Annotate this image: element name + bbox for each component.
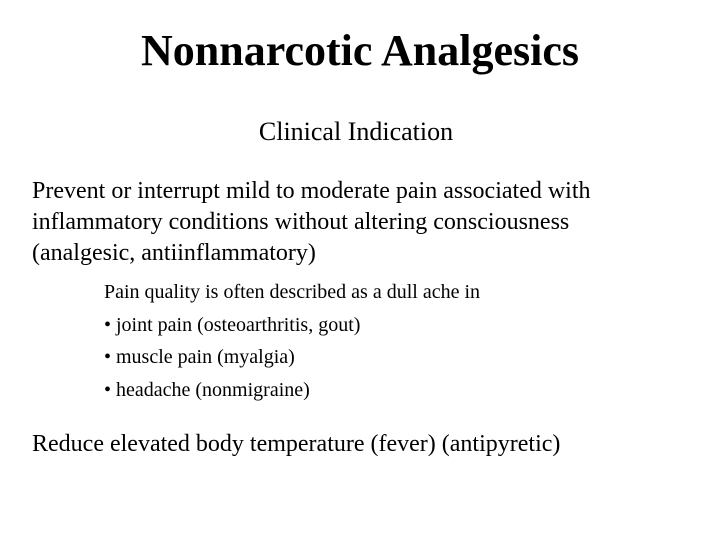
pain-quality-intro: Pain quality is often described as a dull ache in <box>104 281 481 303</box>
paragraph-line: inflammatory conditions without altering consciousness <box>32 209 570 235</box>
slide-subtitle: Clinical Indication <box>258 117 454 146</box>
paragraph-line: Prevent or interrupt mild to moderate pain associated with <box>32 178 591 204</box>
bullet-item-muscle-pain: • muscle pain (myalgia) <box>104 346 295 368</box>
paragraph-line: (analgesic, antiinflammatory) <box>32 240 316 266</box>
slide-title: Nonnarcotic Analgesics <box>141 26 579 75</box>
bullet-item-joint-pain: • joint pain (osteoarthritis, gout) <box>104 313 361 336</box>
bullet-item-headache: • headache (nonmigraine) <box>104 378 310 401</box>
indication-paragraph-fever: Reduce elevated body temperature (fever) (antipyretic) <box>32 431 561 457</box>
indication-paragraph-prevent-pain <box>32 176 692 269</box>
pain-quality-block <box>104 276 684 406</box>
